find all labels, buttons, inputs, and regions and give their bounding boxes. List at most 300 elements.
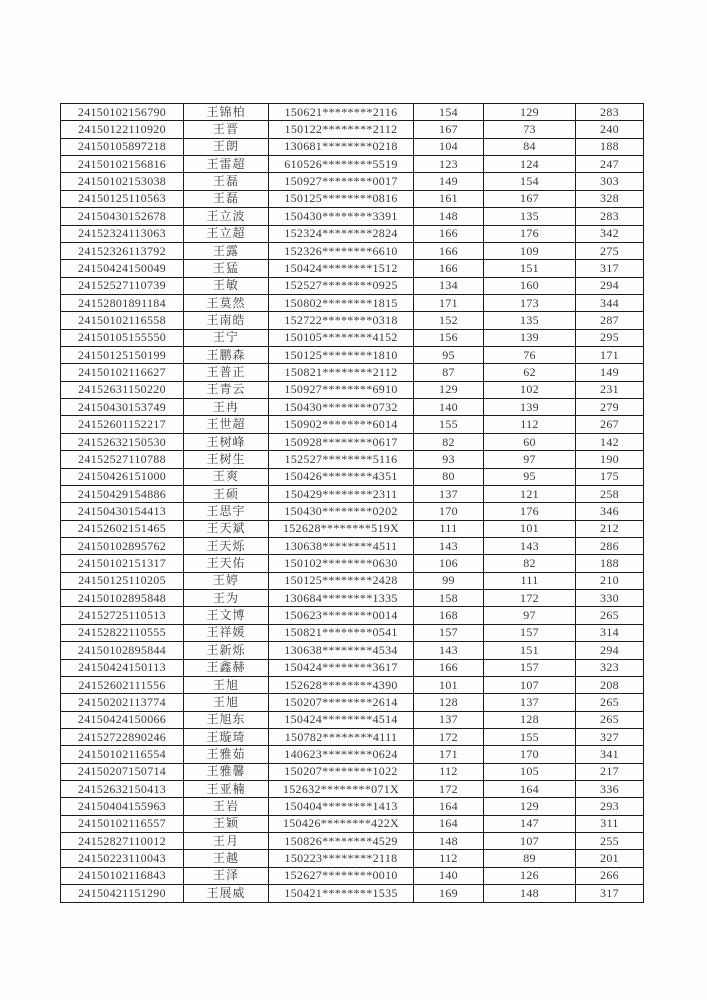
score2-cell: 129 (484, 104, 576, 121)
score2-cell: 157 (484, 659, 576, 676)
table-row (61, 104, 644, 121)
table-row (61, 607, 644, 624)
score2-cell: 97 (484, 451, 576, 468)
score2-cell: 148 (484, 885, 576, 903)
score1-cell: 161 (414, 190, 484, 207)
table-row (61, 798, 644, 815)
name-cell: 王爽 (184, 468, 269, 485)
score2-cell: 124 (484, 156, 576, 173)
score1-cell: 112 (414, 763, 484, 780)
masked-id-cell: 150902********6014 (269, 416, 414, 433)
total-score-cell: 175 (576, 468, 644, 485)
score2-cell: 176 (484, 503, 576, 520)
table-row (61, 763, 644, 780)
masked-id-cell: 150122********2112 (269, 121, 414, 138)
table-row (61, 850, 644, 867)
exam-id-cell: 24152725110513 (61, 607, 184, 624)
exam-id-cell: 24152632150530 (61, 433, 184, 450)
name-cell: 王亚楠 (184, 781, 269, 798)
score1-cell: 166 (414, 242, 484, 259)
name-cell: 王朗 (184, 138, 269, 155)
exam-id-cell: 24152631150220 (61, 381, 184, 398)
total-score-cell: 265 (576, 694, 644, 711)
score2-cell: 151 (484, 642, 576, 659)
score1-cell: 87 (414, 364, 484, 381)
score1-cell: 164 (414, 798, 484, 815)
masked-id-cell: 150125********1810 (269, 347, 414, 364)
exam-id-cell: 24150102116843 (61, 867, 184, 884)
score1-cell: 134 (414, 277, 484, 294)
score1-cell: 101 (414, 676, 484, 693)
table-row (61, 242, 644, 259)
name-cell: 王为 (184, 590, 269, 607)
name-cell: 王展威 (184, 885, 269, 903)
name-cell: 王璇琦 (184, 728, 269, 745)
total-score-cell: 201 (576, 850, 644, 867)
total-score-cell: 190 (576, 451, 644, 468)
masked-id-cell: 150927********0017 (269, 173, 414, 190)
table-row (61, 190, 644, 207)
table-row (61, 537, 644, 554)
masked-id-cell: 150426********422X (269, 815, 414, 832)
table-row (61, 364, 644, 381)
name-cell: 王月 (184, 833, 269, 850)
masked-id-cell: 152722********0318 (269, 312, 414, 329)
total-score-cell: 294 (576, 642, 644, 659)
name-cell: 王普正 (184, 364, 269, 381)
table-row (61, 156, 644, 173)
name-cell: 王树生 (184, 451, 269, 468)
total-score-cell: 279 (576, 399, 644, 416)
score1-cell: 155 (414, 416, 484, 433)
masked-id-cell: 150421********1535 (269, 885, 414, 903)
score2-cell: 73 (484, 121, 576, 138)
table-row (61, 260, 644, 277)
score2-cell: 82 (484, 555, 576, 572)
exam-id-cell: 24150102116627 (61, 364, 184, 381)
score1-cell: 82 (414, 433, 484, 450)
total-score-cell: 323 (576, 659, 644, 676)
total-score-cell: 212 (576, 520, 644, 537)
score2-cell: 102 (484, 381, 576, 398)
exam-id-cell: 24152827110012 (61, 833, 184, 850)
exam-id-cell: 24150202113774 (61, 694, 184, 711)
score2-cell: 111 (484, 572, 576, 589)
exam-id-cell: 24150429154886 (61, 485, 184, 502)
score2-cell: 60 (484, 433, 576, 450)
masked-id-cell: 130638********4511 (269, 537, 414, 554)
name-cell: 王天斌 (184, 520, 269, 537)
masked-id-cell: 152527********0925 (269, 277, 414, 294)
total-score-cell: 293 (576, 798, 644, 815)
score2-cell: 62 (484, 364, 576, 381)
score2-cell: 129 (484, 798, 576, 815)
score1-cell: 164 (414, 815, 484, 832)
score1-cell: 143 (414, 642, 484, 659)
masked-id-cell: 150102********0630 (269, 555, 414, 572)
score2-cell: 112 (484, 416, 576, 433)
name-cell: 王天烁 (184, 537, 269, 554)
score2-cell: 89 (484, 850, 576, 867)
score1-cell: 158 (414, 590, 484, 607)
table-row (61, 485, 644, 502)
masked-id-cell: 150404********1413 (269, 798, 414, 815)
exam-id-cell: 24150421151290 (61, 885, 184, 903)
exam-id-cell: 24150430154413 (61, 503, 184, 520)
masked-id-cell: 150430********0202 (269, 503, 414, 520)
score-table (60, 103, 644, 903)
masked-id-cell: 150802********1815 (269, 294, 414, 311)
score2-cell: 154 (484, 173, 576, 190)
exam-id-cell: 24152324113063 (61, 225, 184, 242)
score1-cell: 152 (414, 312, 484, 329)
score1-cell: 157 (414, 624, 484, 641)
name-cell: 王磊 (184, 173, 269, 190)
score2-cell: 167 (484, 190, 576, 207)
total-score-cell: 275 (576, 242, 644, 259)
exam-id-cell: 24150404155963 (61, 798, 184, 815)
masked-id-cell: 150207********1022 (269, 763, 414, 780)
masked-id-cell: 152628********4390 (269, 676, 414, 693)
score2-cell: 139 (484, 329, 576, 346)
masked-id-cell: 152627********0010 (269, 867, 414, 884)
masked-id-cell: 150223********2118 (269, 850, 414, 867)
masked-id-cell: 152628********519X (269, 520, 414, 537)
score1-cell: 148 (414, 833, 484, 850)
name-cell: 王泽 (184, 867, 269, 884)
masked-id-cell: 150430********3391 (269, 208, 414, 225)
score2-cell: 76 (484, 347, 576, 364)
score2-cell: 176 (484, 225, 576, 242)
masked-id-cell: 150928********0617 (269, 433, 414, 450)
score2-cell: 155 (484, 728, 576, 745)
exam-id-cell: 24150424150113 (61, 659, 184, 676)
table-row (61, 520, 644, 537)
total-score-cell: 208 (576, 676, 644, 693)
table-row (61, 885, 644, 903)
score1-cell: 149 (414, 173, 484, 190)
score1-cell: 112 (414, 850, 484, 867)
score1-cell: 170 (414, 503, 484, 520)
table-row (61, 659, 644, 676)
exam-id-cell: 24150102895762 (61, 537, 184, 554)
name-cell: 王祥媛 (184, 624, 269, 641)
masked-id-cell: 130684********1335 (269, 590, 414, 607)
total-score-cell: 265 (576, 607, 644, 624)
score2-cell: 95 (484, 468, 576, 485)
table-row (61, 624, 644, 641)
masked-id-cell: 150927********6910 (269, 381, 414, 398)
total-score-cell: 171 (576, 347, 644, 364)
masked-id-cell: 150207********2614 (269, 694, 414, 711)
masked-id-cell: 150826********4529 (269, 833, 414, 850)
total-score-cell: 317 (576, 260, 644, 277)
name-cell: 王旭东 (184, 711, 269, 728)
table-row (61, 642, 644, 659)
name-cell: 王文博 (184, 607, 269, 624)
exam-id-cell: 24150424150049 (61, 260, 184, 277)
total-score-cell: 188 (576, 138, 644, 155)
total-score-cell: 286 (576, 537, 644, 554)
score2-cell: 107 (484, 833, 576, 850)
name-cell: 王露 (184, 242, 269, 259)
exam-id-cell: 24150102151317 (61, 555, 184, 572)
exam-id-cell: 24150102116554 (61, 746, 184, 763)
exam-id-cell: 24150102156816 (61, 156, 184, 173)
score1-cell: 156 (414, 329, 484, 346)
masked-id-cell: 150821********2112 (269, 364, 414, 381)
masked-id-cell: 150424********3617 (269, 659, 414, 676)
exam-id-cell: 24150102895848 (61, 590, 184, 607)
total-score-cell: 342 (576, 225, 644, 242)
table-row (61, 572, 644, 589)
score2-cell: 109 (484, 242, 576, 259)
score1-cell: 171 (414, 746, 484, 763)
score1-cell: 140 (414, 399, 484, 416)
table-row (61, 451, 644, 468)
exam-id-cell: 24150430152678 (61, 208, 184, 225)
table-row (61, 138, 644, 155)
name-cell: 王雅茹 (184, 746, 269, 763)
score-table-body (61, 104, 644, 903)
table-row (61, 694, 644, 711)
total-score-cell: 294 (576, 277, 644, 294)
exam-id-cell: 24150426151000 (61, 468, 184, 485)
score1-cell: 137 (414, 711, 484, 728)
score1-cell: 95 (414, 347, 484, 364)
table-row (61, 173, 644, 190)
masked-id-cell: 140623********0624 (269, 746, 414, 763)
total-score-cell: 341 (576, 746, 644, 763)
masked-id-cell: 150105********4152 (269, 329, 414, 346)
score2-cell: 139 (484, 399, 576, 416)
name-cell: 王旭 (184, 694, 269, 711)
exam-id-cell: 24152326113792 (61, 242, 184, 259)
score1-cell: 123 (414, 156, 484, 173)
score1-cell: 80 (414, 468, 484, 485)
total-score-cell: 336 (576, 781, 644, 798)
total-score-cell: 327 (576, 728, 644, 745)
table-row (61, 121, 644, 138)
masked-id-cell: 150429********2311 (269, 485, 414, 502)
total-score-cell: 266 (576, 867, 644, 884)
exam-id-cell: 24152822110555 (61, 624, 184, 641)
score2-cell: 157 (484, 624, 576, 641)
score1-cell: 129 (414, 381, 484, 398)
score1-cell: 154 (414, 104, 484, 121)
exam-id-cell: 24150125150199 (61, 347, 184, 364)
exam-id-cell: 24152632150413 (61, 781, 184, 798)
total-score-cell: 255 (576, 833, 644, 850)
table-row (61, 277, 644, 294)
table-row (61, 208, 644, 225)
score2-cell: 164 (484, 781, 576, 798)
masked-id-cell: 150426********4351 (269, 468, 414, 485)
masked-id-cell: 150782********4111 (269, 728, 414, 745)
total-score-cell: 210 (576, 572, 644, 589)
table-row (61, 746, 644, 763)
table-row (61, 711, 644, 728)
exam-id-cell: 24150102116558 (61, 312, 184, 329)
total-score-cell: 328 (576, 190, 644, 207)
name-cell: 王新烁 (184, 642, 269, 659)
table-row (61, 676, 644, 693)
table-row (61, 381, 644, 398)
table-row (61, 815, 644, 832)
exam-id-cell: 24152801891184 (61, 294, 184, 311)
exam-id-cell: 24150430153749 (61, 399, 184, 416)
name-cell: 王磊 (184, 190, 269, 207)
exam-id-cell: 24150105897218 (61, 138, 184, 155)
exam-id-cell: 24150102116557 (61, 815, 184, 832)
name-cell: 王宁 (184, 329, 269, 346)
name-cell: 王鑫赫 (184, 659, 269, 676)
exam-id-cell: 24150102156790 (61, 104, 184, 121)
total-score-cell: 188 (576, 555, 644, 572)
exam-id-cell: 24150102895844 (61, 642, 184, 659)
exam-id-cell: 24152527110788 (61, 451, 184, 468)
table-row (61, 329, 644, 346)
score2-cell: 135 (484, 208, 576, 225)
table-row (61, 833, 644, 850)
masked-id-cell: 152527********5116 (269, 451, 414, 468)
total-score-cell: 303 (576, 173, 644, 190)
score2-cell: 121 (484, 485, 576, 502)
masked-id-cell: 130638********4534 (269, 642, 414, 659)
total-score-cell: 231 (576, 381, 644, 398)
total-score-cell: 258 (576, 485, 644, 502)
name-cell: 王婷 (184, 572, 269, 589)
name-cell: 王岩 (184, 798, 269, 815)
score2-cell: 170 (484, 746, 576, 763)
name-cell: 王晋 (184, 121, 269, 138)
name-cell: 王敏 (184, 277, 269, 294)
masked-id-cell: 150621********2116 (269, 104, 414, 121)
name-cell: 王立波 (184, 208, 269, 225)
score1-cell: 111 (414, 520, 484, 537)
score2-cell: 105 (484, 763, 576, 780)
masked-id-cell: 150623********0014 (269, 607, 414, 624)
total-score-cell: 240 (576, 121, 644, 138)
score1-cell: 168 (414, 607, 484, 624)
total-score-cell: 295 (576, 329, 644, 346)
exam-id-cell: 24150105155550 (61, 329, 184, 346)
score2-cell: 147 (484, 815, 576, 832)
masked-id-cell: 152324********2824 (269, 225, 414, 242)
table-row (61, 433, 644, 450)
name-cell: 王天佑 (184, 555, 269, 572)
name-cell: 王雷超 (184, 156, 269, 173)
masked-id-cell: 152326********6610 (269, 242, 414, 259)
score2-cell: 135 (484, 312, 576, 329)
total-score-cell: 267 (576, 416, 644, 433)
score1-cell: 166 (414, 225, 484, 242)
name-cell: 王冉 (184, 399, 269, 416)
table-row (61, 416, 644, 433)
exam-id-cell: 24152602111556 (61, 676, 184, 693)
exam-id-cell: 24150207150714 (61, 763, 184, 780)
table-row (61, 225, 644, 242)
masked-id-cell: 610526********5519 (269, 156, 414, 173)
masked-id-cell: 150125********2428 (269, 572, 414, 589)
total-score-cell: 330 (576, 590, 644, 607)
table-row (61, 347, 644, 364)
score2-cell: 97 (484, 607, 576, 624)
score1-cell: 93 (414, 451, 484, 468)
score2-cell: 172 (484, 590, 576, 607)
score2-cell: 84 (484, 138, 576, 155)
exam-id-cell: 24150125110563 (61, 190, 184, 207)
name-cell: 王立超 (184, 225, 269, 242)
name-cell: 王世超 (184, 416, 269, 433)
exam-id-cell: 24150102153038 (61, 173, 184, 190)
exam-id-cell: 24152601152217 (61, 416, 184, 433)
score2-cell: 107 (484, 676, 576, 693)
table-row (61, 312, 644, 329)
masked-id-cell: 150125********0816 (269, 190, 414, 207)
table-row (61, 867, 644, 884)
masked-id-cell: 150424********4514 (269, 711, 414, 728)
total-score-cell: 317 (576, 885, 644, 903)
score2-cell: 143 (484, 537, 576, 554)
table-row (61, 555, 644, 572)
masked-id-cell: 150424********1512 (269, 260, 414, 277)
exam-id-cell: 24150125110205 (61, 572, 184, 589)
score2-cell: 160 (484, 277, 576, 294)
score1-cell: 104 (414, 138, 484, 155)
name-cell: 王南皓 (184, 312, 269, 329)
table-row (61, 781, 644, 798)
score1-cell: 137 (414, 485, 484, 502)
total-score-cell: 247 (576, 156, 644, 173)
name-cell: 王树峰 (184, 433, 269, 450)
table-row (61, 728, 644, 745)
name-cell: 王旭 (184, 676, 269, 693)
name-cell: 王思宇 (184, 503, 269, 520)
exam-id-cell: 24152527110739 (61, 277, 184, 294)
name-cell: 王硕 (184, 485, 269, 502)
masked-id-cell: 150821********0541 (269, 624, 414, 641)
masked-id-cell: 150430********0732 (269, 399, 414, 416)
name-cell: 王鹏森 (184, 347, 269, 364)
total-score-cell: 346 (576, 503, 644, 520)
table-row (61, 294, 644, 311)
exam-id-cell: 24150424150066 (61, 711, 184, 728)
total-score-cell: 287 (576, 312, 644, 329)
exam-id-cell: 24152722890246 (61, 728, 184, 745)
total-score-cell: 283 (576, 208, 644, 225)
total-score-cell: 217 (576, 763, 644, 780)
name-cell: 王锦柏 (184, 104, 269, 121)
total-score-cell: 344 (576, 294, 644, 311)
score1-cell: 106 (414, 555, 484, 572)
total-score-cell: 265 (576, 711, 644, 728)
score1-cell: 171 (414, 294, 484, 311)
score1-cell: 128 (414, 694, 484, 711)
score1-cell: 166 (414, 260, 484, 277)
table-row (61, 590, 644, 607)
name-cell: 王莫然 (184, 294, 269, 311)
score2-cell: 173 (484, 294, 576, 311)
score1-cell: 169 (414, 885, 484, 903)
exam-id-cell: 24150223110043 (61, 850, 184, 867)
score2-cell: 126 (484, 867, 576, 884)
score1-cell: 172 (414, 781, 484, 798)
score2-cell: 128 (484, 711, 576, 728)
score1-cell: 99 (414, 572, 484, 589)
masked-id-cell: 152632********071X (269, 781, 414, 798)
score2-cell: 101 (484, 520, 576, 537)
